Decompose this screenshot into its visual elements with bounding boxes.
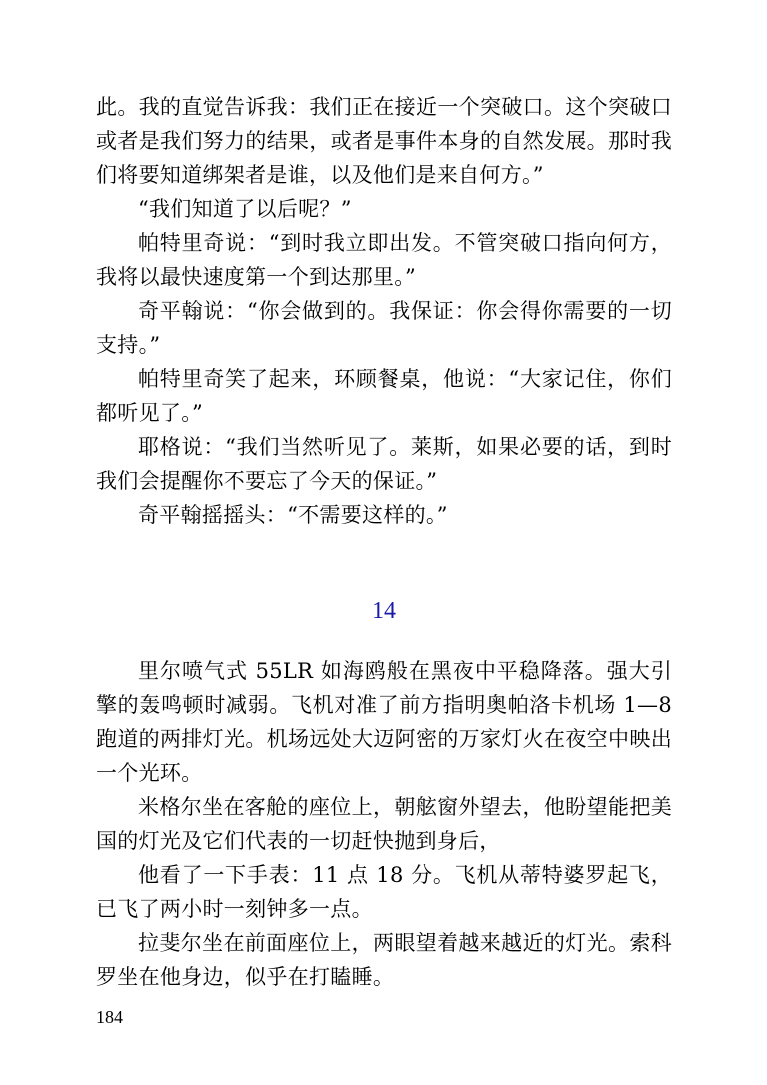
paragraph: 拉斐尔坐在前面座位上，两眼望着越来越近的灯光。索科罗坐在他身边，似乎在打瞌睡。 — [96, 931, 672, 989]
paragraph: 他看了一下手表：11 点 18 分。飞机从蒂特婆罗起飞，已飞了两小时一刻钟多一点。 — [96, 863, 672, 921]
paragraph: 奇平翰说：“你会做到的。我保证：你会得你需要的一切支持。” — [96, 299, 672, 357]
paragraph: 耶格说：“我们当然听见了。莱斯，如果必要的话，到时我们会提醒你不要忘了今天的保证。” — [96, 435, 672, 493]
chapter-heading: 14 — [372, 598, 396, 624]
page-number: 184 — [96, 1007, 123, 1027]
paragraph: 里尔喷气式 55LR 如海鸥般在黑夜中平稳降落。强大引擎的轰鸣顿时减弱。飞机对准了前方指明奥帕洛卡机场 1—8 跑道的两排灯光。机场远处大迈阿密的万家灯火在夜空中映出一个光环。 — [96, 659, 672, 785]
paragraph: 米格尔坐在客舱的座位上，朝舷窗外望去，他盼望能把美国的灯光及它们代表的一切赶快抛到身后， — [96, 795, 672, 853]
paragraph: “我们知道了以后呢？” — [138, 197, 352, 221]
paragraph: 奇平翰摇摇头：“不需要这样的。” — [138, 503, 448, 527]
paragraph: 帕特里奇笑了起来，环顾餐桌，他说：“大家记住，你们都听见了。” — [96, 367, 672, 425]
paragraph: 帕特里奇说：“到时我立即出发。不管突破口指向何方，我将以最快速度第一个到达那里。” — [96, 231, 672, 289]
paragraph-continued: 此。我的直觉告诉我：我们正在接近一个突破口。这个突破口或者是我们努力的结果，或者是事件本身的自然发展。那时我们将要知道绑架者是谁，以及他们是来自何方。” — [96, 95, 672, 187]
